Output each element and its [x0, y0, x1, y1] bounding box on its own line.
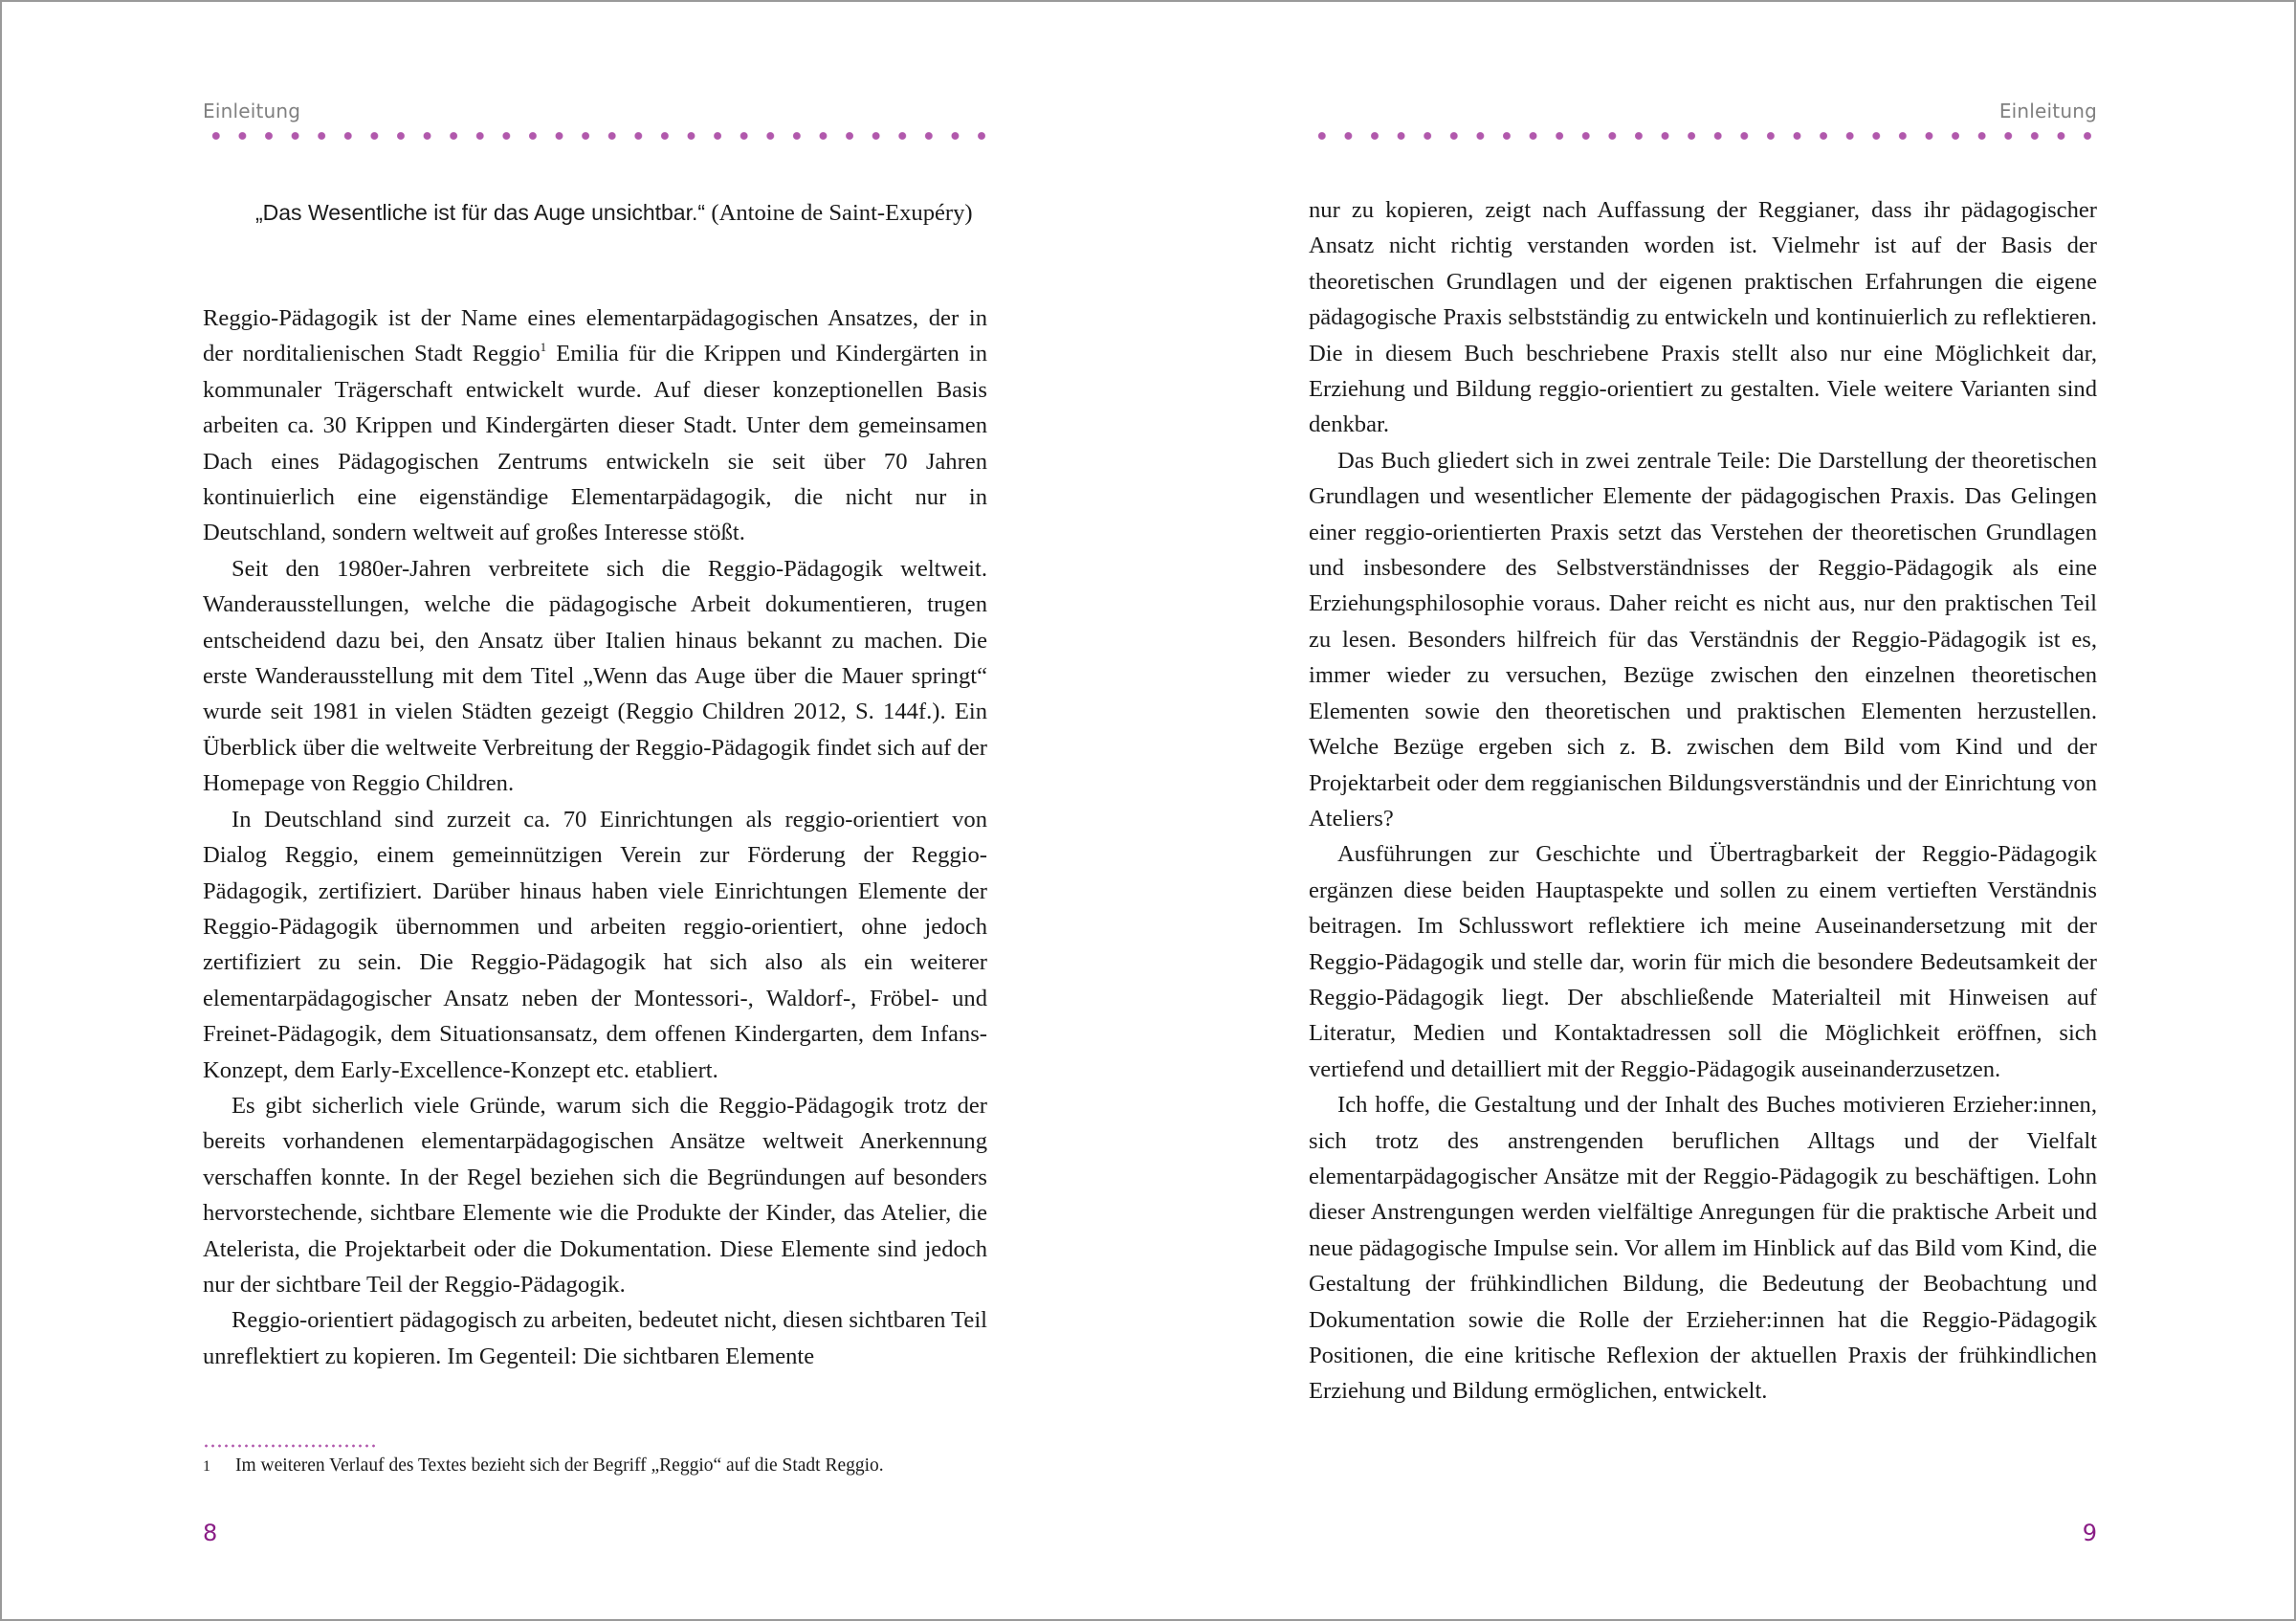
paragraph: In Deutschland sind zurzeit ca. 70 Einrichtungen als reggio-orientiert von Dialog Reggio, einem gemeinnützigen Verein zur Förderung der Reggio-Pädagogik, zertifiziert. Darüber hinaus haben viele Einrichtungen Elemente der Reggio-Pädagogik übernommen und arbeiten reggio-orientiert, ohne jedoch zertifiziert zu sein. Die Reggio-Pädagogik hat sich also als ein weiterer elementarpädagogischer Ansatz neben der Montessori-, Waldorf-, Fröbel- und Freinet-Pädagogik, dem Situationsansatz, dem offenen Kindergarten, dem Infans-Konzept, dem Early-Excellence-Konzept etc. etabliert. [203, 806, 987, 1083]
paragraph: Seit den 1980er-Jahren verbreitete sich die Reggio-Pädagogik weltweit. Wanderausstellungen, welche die pädagogische Arbeit dokumentieren, trugen entscheidend dazu bei, den Ansatz über Italien hinaus bekannt zu machen. Die erste Wanderausstellung mit dem Titel „Wenn das Auge über die Mauer springt“ wurde seit 1981 in vielen Städten gezeigt (Reggio Children 2012, S. 144f.). Ein Überblick über die weltweite Verbreitung der Reggio-Pädagogik findet sich auf der Homepage von Reggio Children. [203, 555, 987, 797]
paragraph: Ausführungen zur Geschichte und Übertragbarkeit der Reggio-Pädagogik ergänzen diese beiden Hauptaspekte und sollen zu einem vertieften Verständnis beitragen. Im Schlusswort reflektiere ich meine Auseinandersetzung mit der Reggio-Pädagogik und stelle dar, worin für mich die besondere Bedeutsamkeit der Reggio-Pädagogik liegt. Der abschließende Materialteil mit Hinweisen auf Literatur, Medien und Kontaktadressen soll die Möglichkeit eröffnen, sich vertiefend und detailliert mit der Reggio-Pädagogik auseinanderzusetzen. [1309, 841, 2097, 1082]
epigraph-quote: „Das Wesentliche ist für das Auge unsichtbar.“ [255, 200, 706, 225]
dotted-header-rule [203, 131, 987, 141]
paragraph [203, 300, 987, 551]
left-page [203, 0, 987, 1621]
paragraph: Ich hoffe, die Gestaltung und der Inhalt des Buches motivieren Erzieher:innen, sich trotz des anstrengenden beruflichen Alltags und der Vielfalt elementarpädagogischer Ansätze mit der Reggio-Pädagogik zu beschäftigen. Lohn dieser Anstrengungen werden vielfältige Anregungen für die praktische Arbeit und neue pädagogische Impulse sein. Vor allem im Hinblick auf das Bild vom Kind, die Gestaltung der frühkindlichen Bildung, die Bedeutung der Beobachtung und Dokumentation sowie die Rolle der Erzieher:innen hat die Reggio-Pädagogik Positionen, die eine kritische Reflexion der aktuellen Praxis der frühkindlichen Erziehung und Bildung ermöglichen, entwickelt. [1309, 1092, 2097, 1405]
running-head: Einleitung [203, 100, 301, 122]
paragraph-text: Emilia für die Krippen und Kindergärten in kommunaler Trägerschaft entwickelt wurde. Auf dieser konzeptionellen Basis arbeiten ca. 30 Krippen und Kindergärten dieser Stadt. Unter dem gemeinsamen Dach eines Pädagogischen Zentrums entwickeln sie seit über 70 Jahren kontinuierlich eine eigenständige Elementarpädagogik, die nicht nur in Deutschland, sondern weltweit auf großes Interesse stößt. [203, 341, 987, 546]
paragraph-text: Reggio-Pädagogik ist der Name eines elementarpädagogischen Ansatzes, der in der norditalienischen Stadt Reggio [203, 305, 987, 367]
footnote-text: Im weiteren Verlauf des Textes bezieht sich der Begriff „Reggio“ auf die Stadt Reggio. [235, 1455, 884, 1476]
running-head: Einleitung [1998, 100, 2097, 122]
epigraph-attribution: (Antoine de Saint-Exupéry) [711, 200, 973, 226]
epigraph [255, 195, 987, 231]
body-text [1309, 192, 2097, 1410]
footnote-divider [203, 1444, 377, 1448]
paragraph: Reggio-orientiert pädagogisch zu arbeiten, bedeutet nicht, diesen sichtbaren Teil unreflektiert zu kopieren. Im Gegenteil: Die sichtbaren Elemente [203, 1307, 988, 1369]
footnote-number: 1 [203, 1458, 210, 1475]
paragraph: Es gibt sicherlich viele Gründe, warum sich die Reggio-Pädagogik trotz der bereits vorhandenen elementarpädagogischen Ansätze weltweit Anerkennung verschaffen konnte. In der Regel beziehen sich die Begründungen auf besonders hervorstechende, sichtbare Elemente wie die Produkte der Kinder, das Atelier, die Atelerista, die Projektarbeit oder die Dokumentation. Diese Elemente sind jedoch nur der sichtbare Teil der Reggio-Pädagogik. [203, 1092, 987, 1298]
body-text [203, 300, 987, 1374]
paragraph: Das Buch gliedert sich in zwei zentrale Teile: Die Darstellung der theoretischen Grundlagen und wesentlicher Elemente der pädagogischen Praxis. Das Gelingen einer reggio-orientierten Praxis setzt das Verstehen der theoretischen Grundlagen und insbesondere des Selbstverständnisses der Reggio-Pädagogik als eine Erziehungsphilosophie voraus. Daher reicht es nicht aus, nur den praktischen Teil zu lesen. Besonders hilfreich für das Verständnis der Reggio-Pädagogik ist es, immer wieder zu versuchen, Bezüge zwischen den einzelnen theoretischen Elementen sowie den theoretischen und praktischen Elementen herzustellen. Welche Bezüge ergeben sich z. B. zwischen dem Bild vom Kind und der Projektarbeit oder dem reggianischen Bildungsverständnis und der Einrichtung von Ateliers? [1309, 447, 2097, 832]
footnote [203, 1453, 987, 1480]
paragraph: nur zu kopieren, zeigt nach Auffassung der Reggianer, dass ihr pädagogischer Ansatz nicht richtig verstanden worden ist. Vielmehr ist auf der Basis der theoretischen Grundlagen und der eigenen praktischen Erfahrungen die eigene pädagogische Praxis selbstständig zu entwickeln und kontinuierlich zu reflektieren. Die in diesem Buch beschriebene Praxis stellt also nur eine Möglichkeit dar, Erziehung und Bildung reggio-orientiert zu gestalten. Viele weitere Varianten sind denkbar. [1309, 197, 2097, 438]
footnote-reference[interactable]: 1 [540, 340, 547, 355]
right-page [1309, 0, 2097, 1621]
dotted-header-rule [1309, 131, 2097, 141]
page-number: 9 [2082, 1520, 2097, 1546]
page-number: 8 [203, 1520, 218, 1546]
